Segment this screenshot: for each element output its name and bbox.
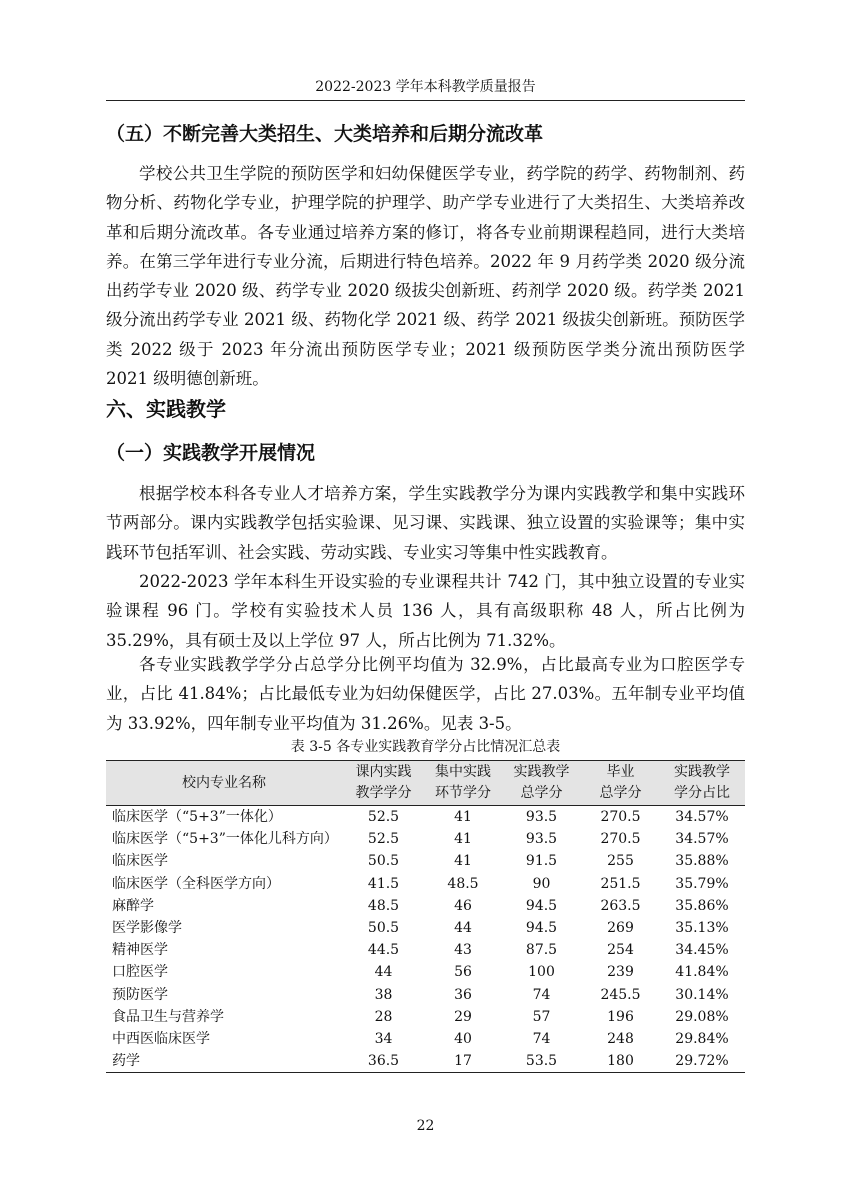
value-cell: 196 — [607, 1008, 634, 1025]
value-cell: 43 — [454, 942, 472, 959]
table-caption: 表 3-5 各专业实践教育学分占比情况汇总表 — [290, 739, 561, 755]
table-header-cell: 校内专业名称 — [106, 761, 342, 806]
value-cell: 93.5 — [525, 831, 558, 848]
practice-paragraph-2: 2022-2023 学年本科生开设实验的专业课程共计 742 门，其中独立设置的专业实验课程 96 门。学校有实验技术人员 136 人，具有高级职称 48 人，所占比例为 35.29%，具有硕士及以上学位 97 人，所占比例为 71.32%。 — [106, 572, 745, 650]
header-divider — [106, 100, 745, 101]
value-cell: 41.84% — [675, 964, 729, 981]
value-cell: 44 — [374, 964, 393, 981]
major-name-cell: 食品卫生与营养学 — [112, 1008, 224, 1025]
value-cell: 41 — [454, 831, 472, 848]
value-cell: 35.86% — [675, 897, 729, 914]
value-cell: 46 — [454, 897, 472, 914]
value-cell: 50.5 — [367, 853, 400, 870]
value-cell: 269 — [607, 920, 634, 937]
value-cell: 35.88% — [675, 853, 729, 870]
value-cell: 52.5 — [367, 809, 400, 825]
value-cell: 50.5 — [367, 920, 400, 937]
table-row — [106, 961, 745, 983]
value-cell: 29.08% — [675, 1008, 729, 1025]
value-cell: 40 — [454, 1031, 472, 1048]
value-cell: 48.5 — [447, 875, 479, 892]
section-5-paragraph: 学校公共卫生学院的预防医学和妇幼保健医学专业，药学院的药学、药物制剂、药物分析、药物化学专业，护理学院的护理学、助产学专业进行了大类招生、大类培养改革和后期分流改革。各专业通过培养方案的修订，将各专业前期课程趋同，进行大类培养。在第三学年进行专业分流，后期进行特色培养。2022 年 9 月药学类 2020 级分流出药学专业 2020 级、药学专业 2020 级拔尖创新班、药剂学 2020 级。药学类 2021 级分流出药学专业 2021 级、药物化学 2021 级、药学 2021 级拔尖创新班。预防医学类 2022 级于 2023 年分流出预防医学专业；2021 级预防医学类分流出预防医学 2021 级明德创新班。 — [106, 164, 745, 389]
value-cell: 29.84% — [675, 1031, 729, 1048]
table-row — [106, 873, 745, 895]
table-header-row — [106, 761, 745, 806]
table-header-cell: 课内实践 教学学分 — [342, 761, 425, 806]
value-cell: 93.5 — [525, 809, 558, 825]
value-cell: 56 — [454, 964, 472, 981]
value-cell: 41 — [454, 809, 472, 825]
table-row — [106, 828, 745, 850]
table-row — [106, 1050, 745, 1073]
page-header: 2022-2023 学年本科教学质量报告 — [315, 79, 536, 95]
table-row — [106, 895, 745, 917]
major-name-cell: 临床医学（全科医学方向） — [112, 875, 280, 892]
value-cell: 52.5 — [367, 831, 400, 848]
value-cell: 44.5 — [367, 942, 400, 959]
major-name-cell: 医学影像学 — [112, 920, 182, 937]
value-cell: 41 — [454, 853, 472, 870]
value-cell: 17 — [454, 1053, 472, 1070]
value-cell: 270.5 — [600, 809, 641, 825]
major-name-cell: 临床医学 — [112, 853, 168, 870]
table-row — [106, 984, 745, 1006]
value-cell: 34.57% — [675, 809, 729, 825]
chapter-heading-practice: 六、实践教学 — [106, 397, 226, 421]
value-cell: 44 — [454, 920, 472, 937]
value-cell: 48.5 — [367, 897, 400, 914]
table-row — [106, 1028, 745, 1050]
page-number: 22 — [416, 1118, 435, 1134]
value-cell: 90 — [532, 875, 551, 892]
value-cell: 53.5 — [525, 1053, 558, 1070]
value-cell: 28 — [374, 1008, 393, 1025]
major-name-cell: 临床医学（“5+3”一体化） — [112, 809, 282, 825]
value-cell: 30.14% — [675, 986, 729, 1003]
table-row — [106, 939, 745, 961]
value-cell: 91.5 — [525, 853, 558, 870]
practice-paragraph-1: 根据学校本科各专业人才培养方案，学生实践教学分为课内实践教学和集中实践环节两部分。课内实践教学包括实验课、见习课、实践课、独立设置的实验课等；集中实践环节包括军训、社会实践、劳动实践、专业实习等集中性实践教育。 — [106, 484, 745, 562]
value-cell: 29.72% — [675, 1053, 729, 1070]
table-header-cell: 实践教学 学分占比 — [659, 761, 745, 806]
value-cell: 263.5 — [600, 897, 641, 914]
value-cell: 34.57% — [675, 831, 729, 848]
value-cell: 74 — [532, 986, 551, 1003]
table-row — [106, 806, 745, 829]
table-header-cell: 毕业 总学分 — [582, 761, 659, 806]
value-cell: 245.5 — [600, 986, 641, 1003]
value-cell: 270.5 — [600, 831, 641, 848]
table-header-cell: 实践教学 总学分 — [501, 761, 582, 806]
major-name-cell: 临床医学（“5+3”一体化儿科方向） — [112, 831, 338, 848]
value-cell: 34.45% — [675, 942, 729, 959]
value-cell: 94.5 — [525, 920, 558, 937]
value-cell: 35.79% — [675, 875, 729, 892]
value-cell: 57 — [532, 1008, 551, 1025]
practice-paragraph-3: 各专业实践教学学分占总学分比例平均值为 32.9%，占比最高专业为口腔医学专业，占比 41.84%；占比最低专业为妇幼保健医学，占比 27.03%。五年制专业平均值为 33.92%，四年制专业平均值为 31.26%。见表 3-5。 — [106, 655, 745, 733]
major-name-cell: 精神医学 — [112, 942, 168, 959]
major-name-cell: 中西医临床医学 — [112, 1031, 210, 1048]
section-heading-1: （一）实践教学开展情况 — [106, 442, 316, 464]
value-cell: 180 — [607, 1053, 634, 1070]
value-cell: 41.5 — [367, 875, 400, 892]
major-name-cell: 药学 — [112, 1053, 140, 1070]
value-cell: 38 — [374, 986, 393, 1003]
value-cell: 254 — [607, 942, 634, 959]
value-cell: 94.5 — [525, 897, 558, 914]
value-cell: 255 — [607, 853, 634, 870]
value-cell: 36 — [454, 986, 472, 1003]
major-name-cell: 麻醉学 — [112, 897, 154, 914]
value-cell: 29 — [454, 1008, 472, 1025]
value-cell: 36.5 — [367, 1053, 400, 1070]
value-cell: 74 — [532, 1031, 551, 1048]
major-name-cell: 口腔医学 — [112, 964, 168, 981]
section-heading-5: （五）不断完善大类招生、大类培养和后期分流改革 — [106, 123, 544, 145]
value-cell: 35.13% — [675, 920, 729, 937]
credits-table — [106, 760, 745, 1073]
value-cell: 239 — [607, 964, 634, 981]
value-cell: 251.5 — [600, 875, 641, 892]
table-row — [106, 1006, 745, 1028]
major-name-cell: 预防医学 — [112, 986, 168, 1003]
value-cell: 34 — [374, 1031, 393, 1048]
value-cell: 100 — [528, 964, 555, 981]
table-header-cell: 集中实践 环节学分 — [425, 761, 501, 806]
value-cell: 248 — [607, 1031, 634, 1048]
table-row — [106, 850, 745, 872]
table-body — [106, 806, 745, 1073]
table-row — [106, 917, 745, 939]
value-cell: 87.5 — [525, 942, 558, 959]
